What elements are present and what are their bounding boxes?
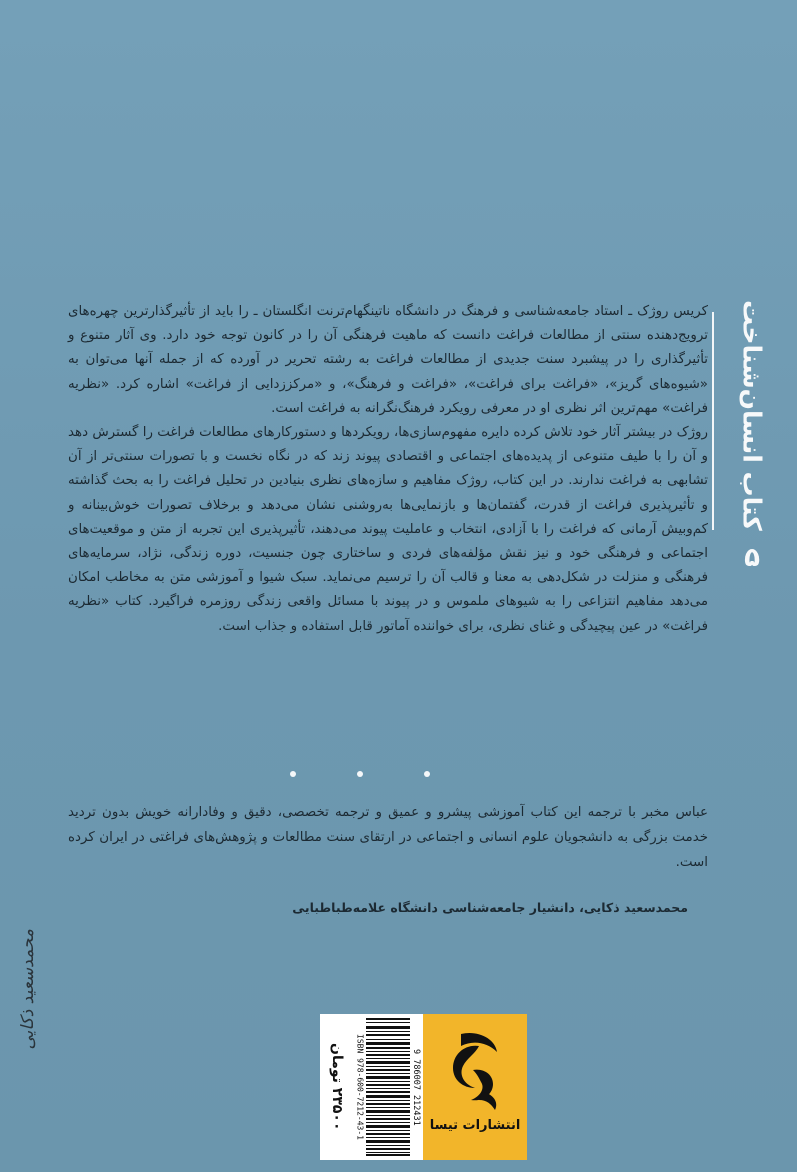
series-divider <box>712 312 714 530</box>
price-label <box>320 1014 354 1160</box>
publisher-panel <box>423 1014 527 1160</box>
isbn-text: ISBN 978-600-7212-43-1 <box>355 1034 365 1140</box>
series-title: کتاب انسان‌شناخت <box>737 300 767 531</box>
series-number: ۵ <box>744 542 760 573</box>
price-text: ۲۳۵۰۰ تومان <box>329 1043 345 1131</box>
separator-dot <box>290 771 296 777</box>
separator-dot <box>424 771 430 777</box>
review-author: محمدسعید ذکایی، دانشیار جامعه‌شناسی دانشگاه علامه‌طباطبایی <box>292 900 688 915</box>
publisher-logo-icon <box>443 1028 507 1114</box>
blurb-paragraph-2: روژک در بیشتر آثار خود تلاش کرده دایره مفهوم‌سازی‌ها، رویکردها و دستورکارهای مطالعات فراغت را گسترش دهد و آن را با طیف متنوعی از پدیده‌های اجتماعی و اقتصادی پیوند زند که در نگاه نخست و با تصورات سنتی‌تر از آن تشابهی به فراغت ندارند. در این کتاب، روژک مفاهیم و سازه‌های نظری بنیادین در تحلیل فراغت را به بحث گذاشته و تأثیرپذیری فراغت از قدرت، گفتمان‌ها و بازنمایی‌ها به‌روشنی نشان می‌دهد و برخلاف تصورات خوش‌بینانه و کم‌وبیش آرمانی که فراغت را با آزادی، انتخاب و عاملیت پیوند می‌دهند، تأثیرپذیری این تجربه از متن و موقعیت‌های اجتماعی و فرهنگی خود و نیز نقش مؤلفه‌های فردی و ساختاری چون جنسیت، دوره زندگی، نژاد، سرمایه‌های فرهنگی و منزلت در شکل‌دهی به معنا و قالب آن را ترسیم می‌نماید. سبک شیوا و آموزشی متن به مخاطب امکان می‌دهد مفاهیم انتزاعی را به شیوهای ملموس و در پیوند با مسائل واقعی زندگی روزمره فراگیرد. کتاب «نظریه فراغت» در عین پیچیدگی و غنای نظری، برای خواننده آماتور قابل استفاده و جذاب است. <box>68 425 708 634</box>
book-blurb <box>68 300 708 639</box>
barcode-bars <box>366 1018 410 1156</box>
blurb-paragraph-1: کریس روژک ـ استاد جامعه‌شناسی و فرهنگ در دانشگاه ناتینگهام‌ترنت انگلستان ـ را باید از تأثیرگذارترین چهره‌های ترویج‌دهنده سنتی از مطالعات فراغت دانست که ماهیت فرهنگی آن را در کانون توجه خود دارد. وی آثار متنوع و تأثیرگذاری را در پیشبرد سنت جدیدی از مطالعات فراغت به رشته تحریر در آورده که از جمله آنها می‌توان به «شیوه‌های گریز»، «فراغت برای فراغت»، «فراغت و فرهنگ»، و «مرکززدایی از فراغت» اشاره کرد. «نظریه فراغت» مهم‌ترین اثر نظری او در معرفی رویکرد فرهنگ‌نگرانه به فراغت است. <box>68 304 708 416</box>
barcode-number: 9 786007 212431 <box>411 1048 421 1126</box>
publisher-name: انتشارات تیسا <box>429 1118 521 1133</box>
series-label <box>724 300 780 573</box>
separator-dot <box>357 771 363 777</box>
section-separator <box>290 766 430 782</box>
barcode-panel <box>320 1014 423 1160</box>
review-text: عباس مخبر با ترجمه این کتاب آموزشی پیشرو و عمیق و ترجمه تخصصی، دقیق و وفادارانه خویش بدون تردید خدمت بزرگی به دانشجویان علوم انسانی و اجتماعی در ارتقای سنت مطالعات و پژوهش‌های فراغتی در ایران کرده است. <box>68 805 708 870</box>
barcode-digits <box>410 1014 422 1160</box>
handwritten-signature <box>8 900 48 1078</box>
signature-text: محمدسعید ذکایی <box>18 928 38 1050</box>
review-quote <box>68 800 708 875</box>
